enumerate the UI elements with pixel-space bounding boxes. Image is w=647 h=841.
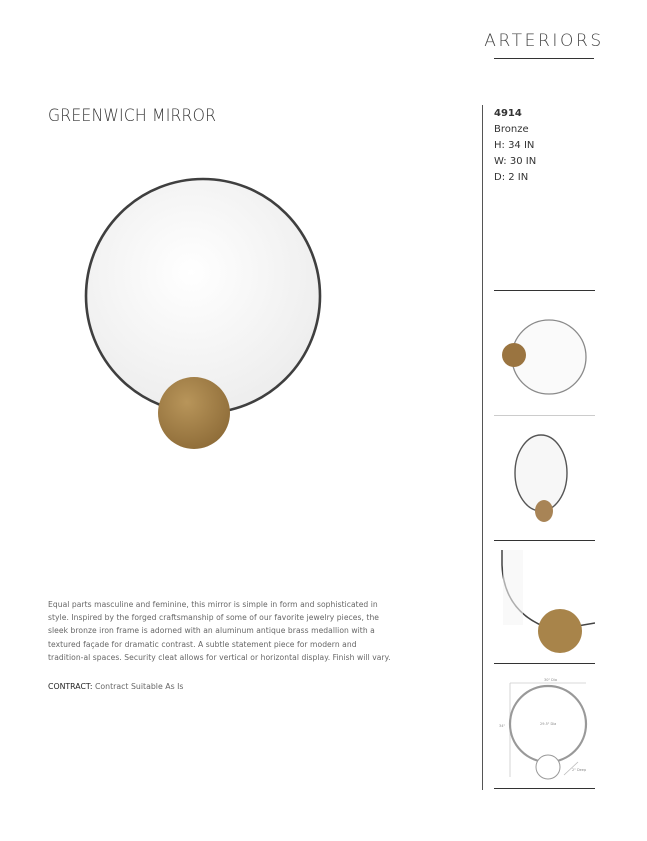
contract-label: CONTRACT: [48,682,93,691]
thumb-divider [494,540,595,541]
dimension-corner-label: 2" Deep [572,768,587,772]
contract-value: Contract Suitable As Is [94,682,184,691]
thumbnail-horizontal-view[interactable] [494,295,595,415]
thumbnail-vertical-view[interactable] [494,418,595,538]
thumb-divider [494,415,595,416]
main-product-image [72,168,342,478]
dimension-top-label: 30" Dia [544,678,557,682]
dimension-center-label: 29.5" Dia [540,722,557,726]
product-height: H: 34 IN [494,140,535,151]
thumbnail-dimension-drawing[interactable] [494,667,595,787]
product-title: GREENWICH MIRROR [48,106,217,126]
product-depth: D: 2 IN [494,172,529,183]
product-sku: 4914 [494,108,522,119]
sidebar-divider [482,105,483,790]
dimension-side-label: 34" [499,724,506,728]
thumbnail-detail-view[interactable] [494,545,595,665]
brand-underline [494,58,594,59]
product-finish: Bronze [494,124,529,135]
product-width: W: 30 IN [494,156,537,167]
product-description: Equal parts masculine and feminine, this mirror is simple in form and sophisticated in style. Inspired by the forged craftsmanship of some of our favorite jewelry pieces, the sleek bronze iron frame is adorned with an aluminum antique brass medallion with a textured façade for dramatic contrast. A subtle statement piece for modern and tradition-al spaces. Security cleat allows for vertical or horizontal display. Finish will vary. [48,600,391,662]
brand-logo: ARTERIORS [484,31,604,51]
thumb-divider [494,788,595,789]
thumb-divider [494,663,595,664]
product-specs [494,106,536,186]
contract-info [48,682,183,691]
thumb-divider [494,290,595,291]
